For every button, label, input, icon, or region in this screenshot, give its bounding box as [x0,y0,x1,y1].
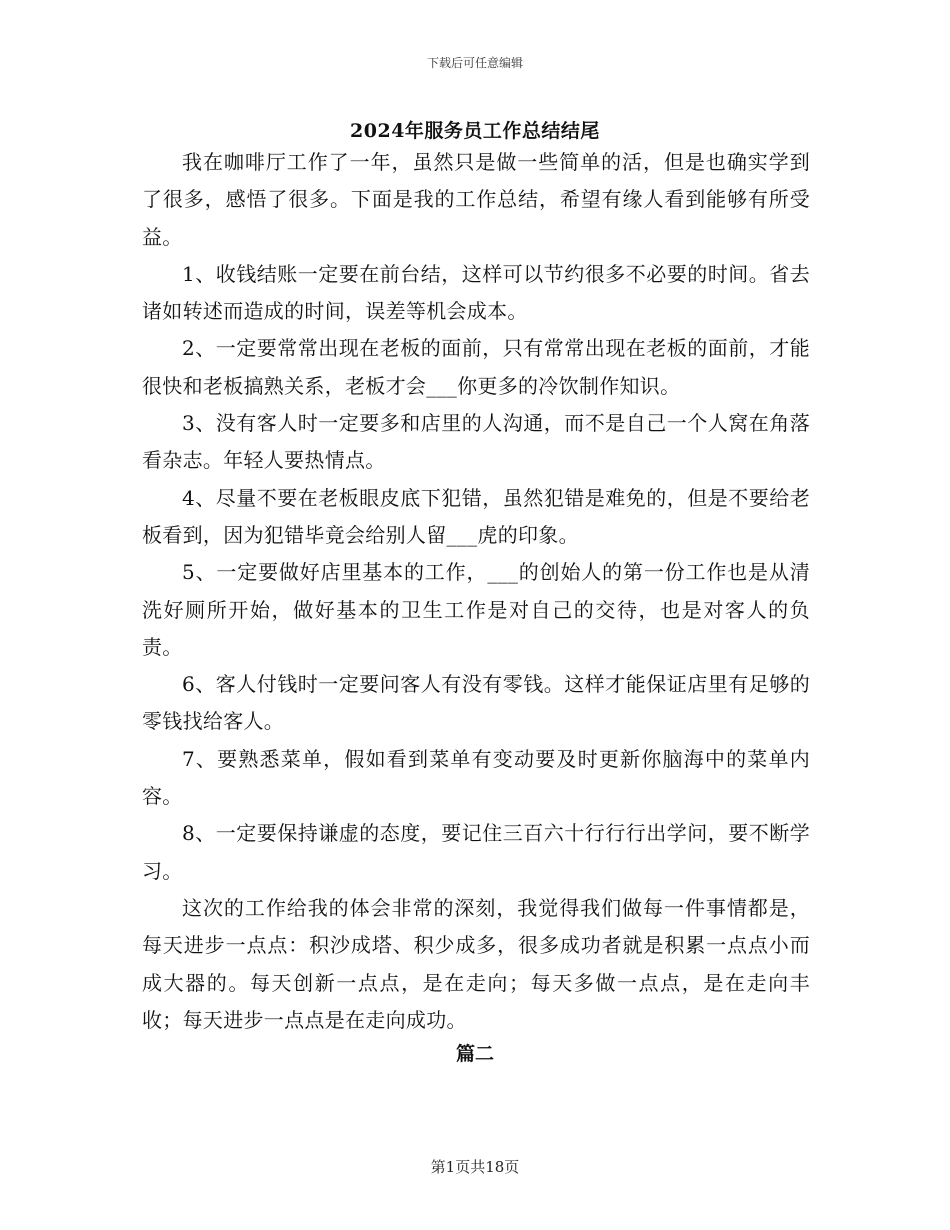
conclusion-paragraph: 这次的工作给我的体会非常的深刻，我觉得我们做每一件事情都是，每天进步一点点：积沙成塔、积少成多，很多成功者就是积累一点点小而成大器的。每天创新一点点，是在走向；每天多做一点点，是在走向丰收；每天进步一点点是在走向成功。 [142,895,810,1032]
document-body [142,144,810,1039]
list-item-3: 3、没有客人时一定要多和店里的人沟通，而不是自己一个人窝在角落看杂志。年轻人要热情点。 [142,411,810,473]
section-heading: 篇二 [455,1043,494,1065]
list-item-6: 6、客人付钱时一定要问客人有没有零钱。这样才能保证店里有足够的零钱找给客人。 [142,672,810,734]
list-item-4: 4、尽量不要在老板眼皮底下犯错，虽然犯错是难免的，但是不要给老板看到，因为犯错毕竟会给别人留___虎的印象。 [142,485,810,547]
list-item-8: 8、一定要保持谦虚的态度，要记住三百六十行行行出学问，要不断学习。 [142,821,810,883]
list-item-7: 7、要熟悉菜单，假如看到菜单有变动要及时更新你脑海中的菜单内容。 [142,746,810,809]
list-item-1: 1、收钱结账一定要在前台结，这样可以节约很多不必要的时间。省去诸如转述而造成的时间，误差等机会成本。 [142,261,810,324]
list-item-2: 2、一定要常常出现在老板的面前，只有常常出现在老板的面前，才能很快和老板搞熟关系，老板才会___你更多的冷饮制作知识。 [142,336,810,398]
document-title: 2024年服务员工作总结结尾 [350,120,600,142]
header-note: 下载后可任意编辑 [426,56,523,70]
list-item-5: 5、一定要做好店里基本的工作，___的创始人的第一份工作也是从清洗好厕所开始，做好基本的卫生工作是对自己的交待，也是对客人的负责。 [142,560,810,659]
intro-paragraph: 我在咖啡厅工作了一年，虽然只是做一些简单的活，但是也确实学到了很多，感悟了很多。下面是我的工作总结，希望有缘人看到能够有所受益。 [142,150,810,249]
page-number-footer: 第1页共18页 [430,1158,520,1176]
